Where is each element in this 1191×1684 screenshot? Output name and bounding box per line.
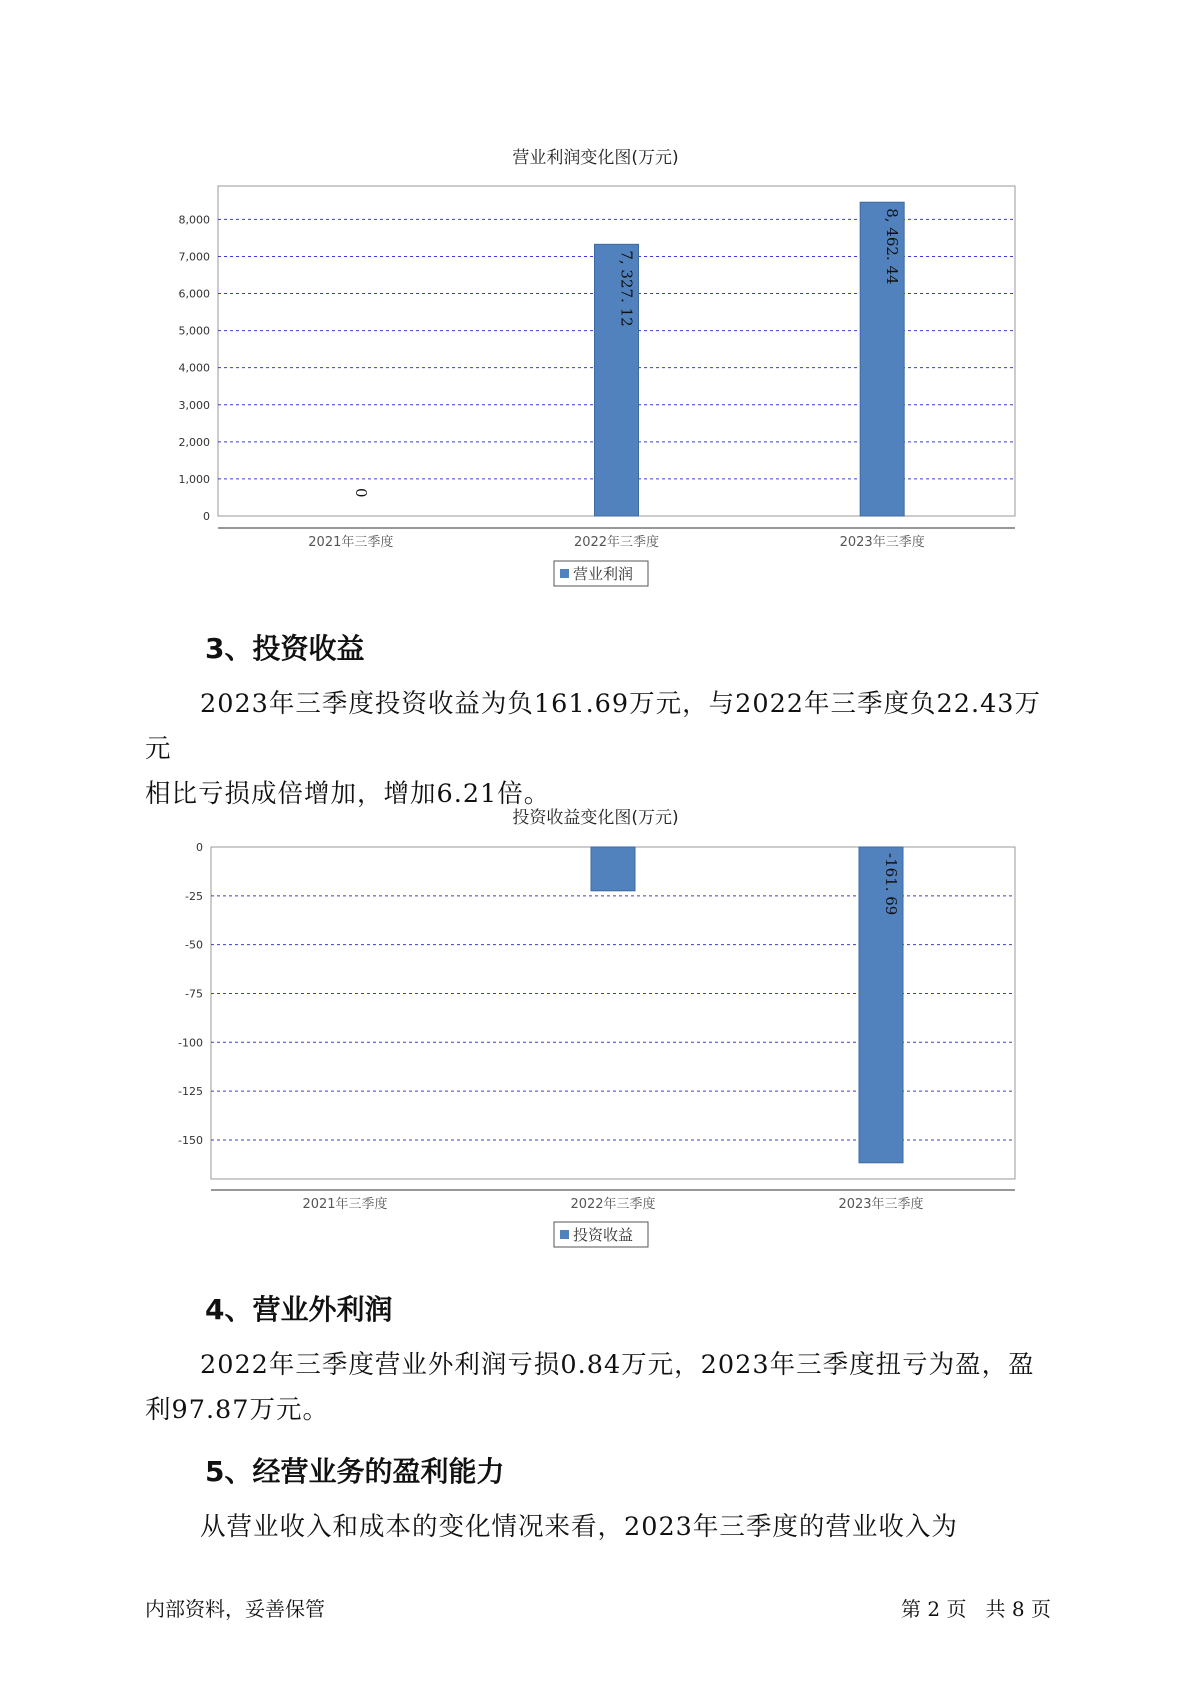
section-5-paragraph — [145, 1505, 1050, 1550]
x-tick-label: 2021年三季度 — [302, 1197, 388, 1212]
section-4-heading: 4、营业外利润 — [205, 1293, 393, 1326]
legend — [554, 1222, 648, 1247]
section-5-line-1: 从营业收入和成本的变化情况来看，2023年三季度的营业收入为 — [200, 1512, 958, 1542]
section-3-line-1: 2023年三季度投资收益为负161.69万元，与2022年三季度负22.43万元 — [145, 689, 1042, 764]
section-4-line-2: 利97.87万元。 — [145, 1395, 330, 1425]
y-tick-label: -100 — [178, 1036, 203, 1050]
x-tick-label: 2022年三季度 — [573, 535, 660, 550]
y-tick-label: 5,000 — [178, 324, 210, 338]
bar-value-label: -161. 69 — [882, 853, 900, 916]
bar-value-label: 7, 327. 12 — [617, 250, 636, 327]
y-tick-label: -50 — [185, 938, 203, 952]
chart1-title: 营业利润变化图(万元) — [512, 148, 679, 168]
y-tick-label: 3,000 — [178, 398, 210, 412]
y-tick-label: 0 — [203, 510, 210, 523]
y-tick-label: 0 — [196, 841, 203, 854]
x-tick-label: 2023年三季度 — [838, 1197, 924, 1212]
investment-income-chart — [0, 600, 1191, 1260]
section-3-line-2: 相比亏损成倍增加，增加6.21倍。 — [145, 779, 551, 809]
y-tick-label: 8,000 — [178, 213, 210, 227]
section-4-line-1: 2022年三季度营业外利润亏损0.84万元，2023年三季度扭亏为盈，盈 — [200, 1350, 1035, 1380]
bar-value-label: 0 — [351, 488, 370, 498]
footer-confidential: 内部资料，妥善保管 — [145, 1597, 325, 1621]
y-tick-label: -150 — [178, 1133, 203, 1147]
operating-profit-chart — [0, 0, 1191, 600]
y-tick-label: 7,000 — [178, 250, 210, 264]
x-tick-label: 2021年三季度 — [308, 535, 394, 550]
legend-label: 营业利润 — [573, 565, 634, 583]
section-4-paragraph — [145, 1343, 1050, 1433]
legend-swatch — [560, 569, 569, 578]
legend — [554, 561, 648, 586]
y-tick-label: -75 — [185, 987, 203, 1001]
legend-swatch — [560, 1230, 569, 1239]
section-5-heading: 5、经营业务的盈利能力 — [205, 1455, 505, 1488]
x-tick-label: 2022年三季度 — [570, 1197, 656, 1212]
chart2-title: 投资收益变化图(万元) — [512, 808, 679, 828]
y-tick-label: 4,000 — [178, 361, 210, 375]
bar-value-label: 8, 462. 44 — [883, 208, 902, 285]
legend-label: 投资收益 — [573, 1226, 634, 1244]
footer-page-number: 第 2 页 共 8 页 — [901, 1597, 1051, 1621]
y-tick-label: 2,000 — [178, 435, 210, 449]
bar — [591, 847, 635, 891]
y-tick-label: 1,000 — [178, 472, 210, 486]
y-tick-label: 6,000 — [178, 287, 210, 301]
x-tick-label: 2023年三季度 — [839, 535, 925, 550]
section-3-heading: 3、投资收益 — [205, 632, 365, 665]
y-tick-label: -125 — [178, 1085, 203, 1099]
y-tick-label: -25 — [185, 889, 203, 903]
